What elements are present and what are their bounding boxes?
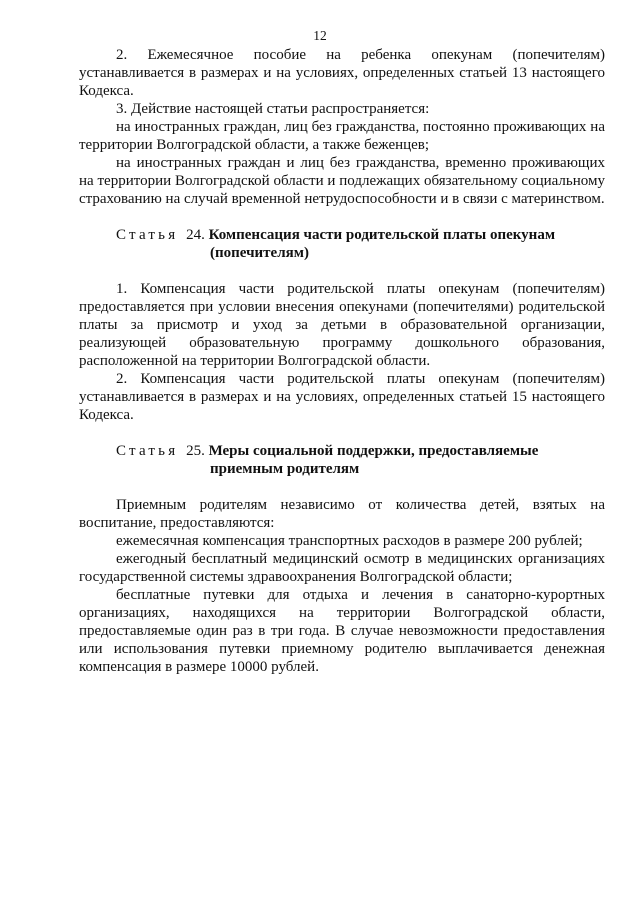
paragraph: ежегодный бесплатный медицинский осмотр в медицинских организациях государственной системы здравоохранения Волгоградской области; <box>79 551 605 585</box>
paragraph: на иностранных граждан и лиц без гражданства, временно проживающих на территории Волгоградской области и подлежащих обязательному социальному страхованию на случай временной нетрудоспособности и в связи с материнством. <box>79 155 605 207</box>
article-number: 25. <box>186 443 205 459</box>
paragraph: 3. Действие настоящей статьи распространяется: <box>116 101 430 117</box>
article-24-heading <box>79 226 605 262</box>
article-number: 24. <box>186 227 205 243</box>
article-title-continuation: (попечителям) <box>210 245 309 261</box>
paragraph: ежемесячная компенсация транспортных расходов в размере 200 рублей; <box>116 533 583 549</box>
article-title-continuation: приемным родителям <box>210 461 360 477</box>
article-label: Статья <box>116 443 179 459</box>
article-25-heading <box>79 442 605 478</box>
paragraph: Приемным родителям независимо от количества детей, взятых на воспитание, предоставляются: <box>79 497 605 531</box>
paragraph: 2. Компенсация части родительской платы опекунам (попечителям) устанавливается в размерах и на условиях, определенных статьей 15 настоящего Кодекса. <box>79 371 605 423</box>
article-label: Статья <box>116 227 179 243</box>
paragraph: 1. Компенсация части родительской платы опекунам (попечителям) предоставляется при условии внесения опекунами (попечителями) родительской платы за присмотр и уход за детьми в образовательной организации, реализующей образовательную программу дошкольного образования, расположенной на территории Волгоградской области. <box>79 281 605 369</box>
paragraph: бесплатные путевки для отдыха и лечения в санаторно-курортных организациях, находящихся на территории Волгоградской области, предоставляемые один раз в три года. В случае невозможности предоставления или использования путевки приемному родителю выплачивается денежная компенсация в размере 10000 рублей. <box>79 587 605 675</box>
paragraph: 2. Ежемесячное пособие на ребенка опекунам (попечителям) устанавливается в размерах и на условиях, определенных статьей 13 настоящего Кодекса. <box>79 47 605 99</box>
article-title: Компенсация части родительской платы опекунам <box>208 227 556 243</box>
document-body <box>79 46 605 676</box>
paragraph: на иностранных граждан, лиц без гражданства, постоянно проживающих на территории Волгоградской области, а также беженцев; <box>79 119 605 153</box>
article-title: Меры социальной поддержки, предоставляемые <box>208 443 539 459</box>
page-number: 12 <box>313 28 327 43</box>
